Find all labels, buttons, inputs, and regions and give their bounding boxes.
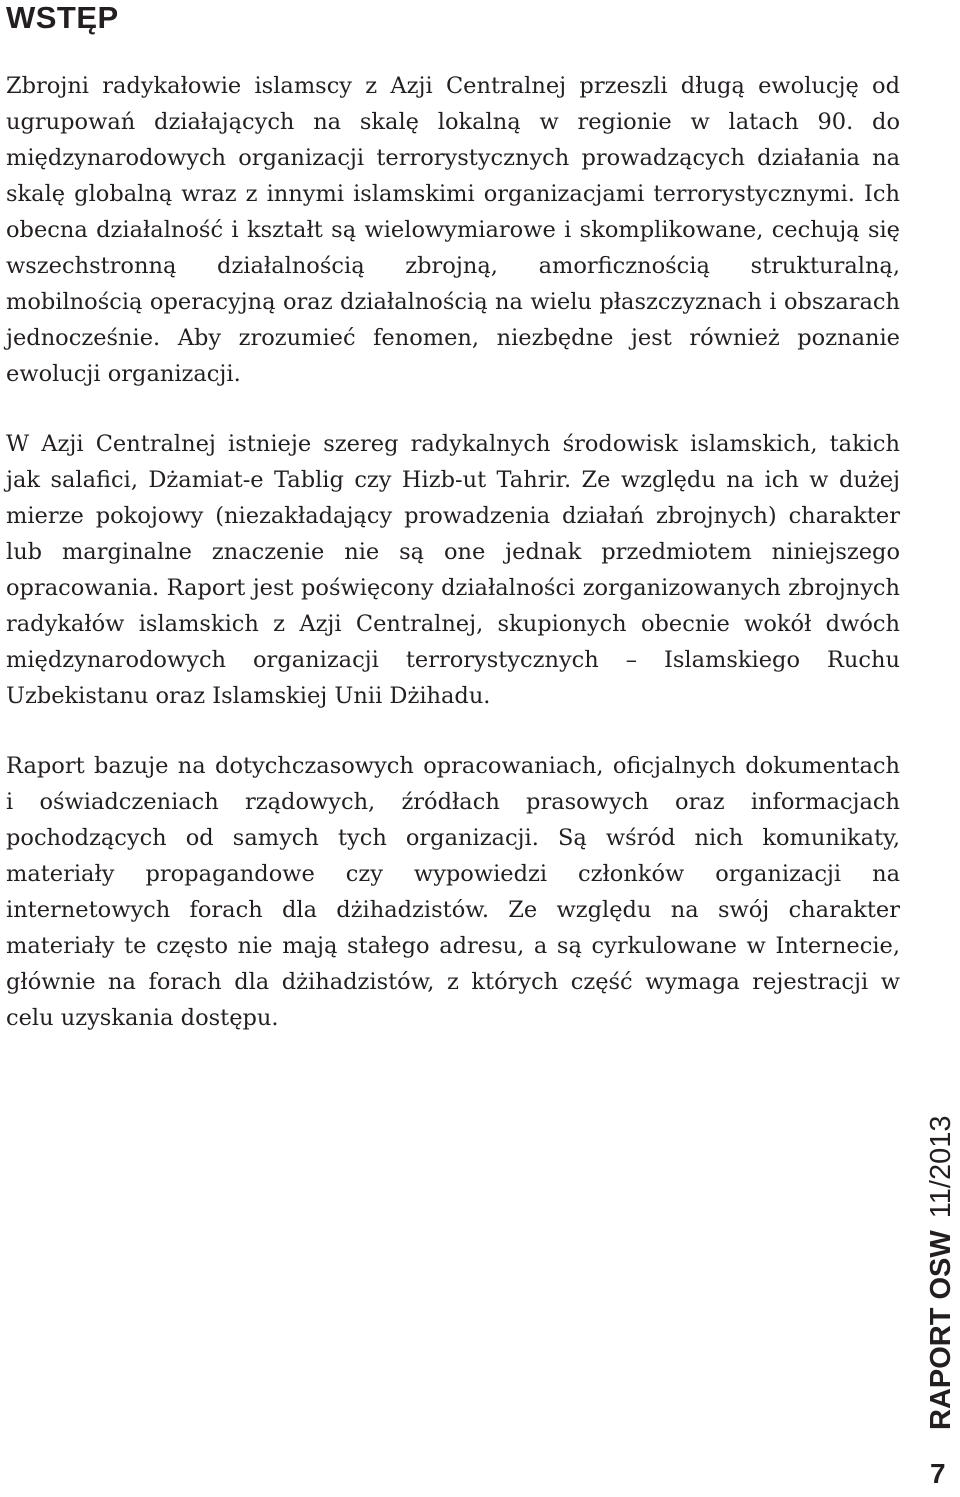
running-footer	[922, 1115, 960, 1430]
paragraph-3: Raport bazuje na dotychczasowych opracowaniach, oficjalnych dokumentach i oświadczeniach rządowych, źródłach prasowych oraz informacjach pochodzących od samych tych organizacji. Są wśród nich komunikaty, materiały propagandowe czy wypowiedzi członków organizacji na internetowych forach dla dżihadzistów. Ze względu na swój charakter materiały te często nie mają stałego adresu, a są cyrkulowane w Internecie, głównie na forach dla dżihadzistów, z których część wymaga rejestracji w celu uzyskania dostępu.	[6, 753, 900, 1031]
page-number: 7	[930, 1458, 946, 1489]
paragraph-2: W Azji Centralnej istnieje szereg radykalnych środowisk islamskich, takich jak salafici, Dżamiat-e Tablig czy Hizb-ut Tahrir. Ze względu na ich w dużej mierze pokojowy (niezakładający prowadzenia działań zbrojnych) charakter lub marginalne znaczenie nie są one jednak przedmiotem niniejszego opracowania. Raport jest poświęcony działalności zorganizowanych zbrojnych radykałów islamskich z Azji Centralnej, skupionych obecnie wokół dwóch międzynarodowych organizacji terrorystycznych – Islamskiego Ruchu Uzbekistanu oraz Islamskiej Unii Dżihadu.	[6, 431, 900, 709]
section-heading: WSTĘP	[6, 0, 119, 35]
publication-name: RAPORT OSW	[925, 1230, 957, 1430]
running-footer-text	[922, 1115, 960, 1430]
paragraph-1: Zbrojni radykałowie islamscy z Azji Centralnej przeszli długą ewolucję od ugrupowań działających na skalę lokalną w regionie w latach 90. do międzynarodowych organizacji terrorystycznych prowadzących działania na skalę globalną wraz z innymi islamskimi organizacjami terrorystycznymi. Ich obecna działalność i kształt są wielowymiarowe i skomplikowane, cechują się wszechstronną działalnością zbrojną, amorficznością strukturalną, mobilnością operacyjną oraz działalnością na wielu płaszczyznach i obszarach jednocześnie. Aby zrozumieć fenomen, niezbędne jest również poznanie ewolucji organizacji.	[6, 73, 900, 387]
body-text	[6, 68, 900, 1070]
publication-issue: 11/2013	[925, 1115, 957, 1219]
